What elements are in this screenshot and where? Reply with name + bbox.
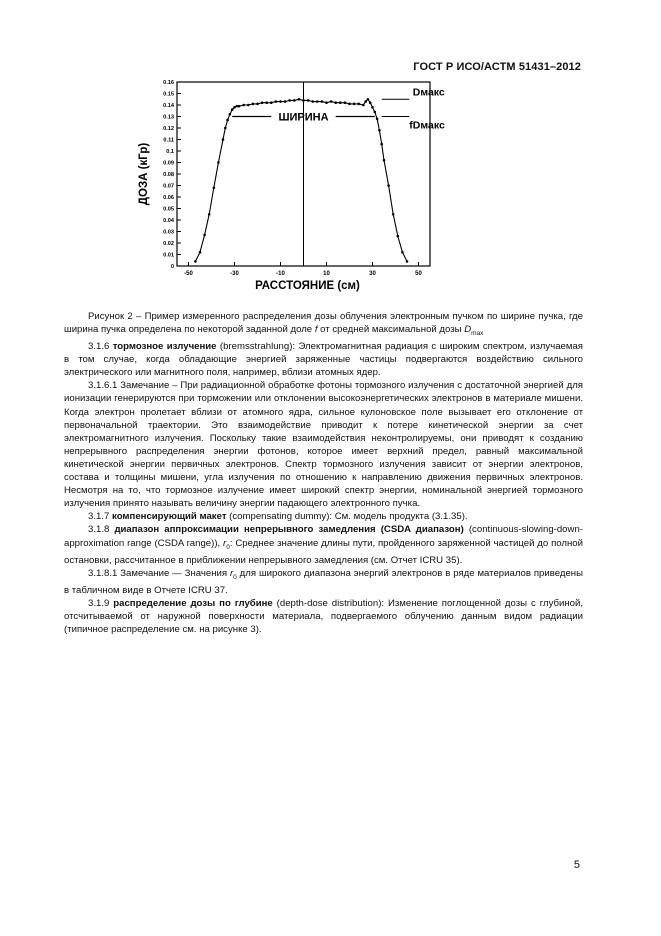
data-point	[217, 161, 220, 164]
x-axis-label: РАССТОЯНИЕ (см)	[255, 280, 360, 292]
data-point	[224, 127, 227, 130]
data-point	[275, 100, 278, 103]
figure-caption: Рисунок 2 – Пример измеренного распределения дозы облучения электронным пучком по ширине пучка, где ширина пучка определена по некоторой заданной доле f от средней максимальной дозы $D_{max}$	[64, 311, 583, 337]
y-tick-label: 0.03	[163, 229, 174, 236]
data-point	[279, 100, 282, 103]
y-tick-label: 0.14	[163, 103, 174, 109]
data-point	[392, 213, 395, 216]
data-point	[238, 105, 241, 108]
data-point	[378, 129, 381, 132]
body-text	[64, 310, 583, 636]
paragraph-3-1-8: 3.1.8 диапазон аппроксимации непрерывного замедления (CSDA диапазон) (continuous-slowing-down-approximation range (CSDA range)), $r_0$: Среднее значение длины пути, пройденного заряженной частицей до полной остановки, рассчитанное в приближении непрерывного замедления (см. Отчет ICRU 35).	[64, 524, 583, 566]
data-point	[284, 100, 287, 103]
data-point	[229, 113, 232, 116]
y-tick-label: 0.15	[163, 91, 174, 98]
data-point	[334, 101, 337, 104]
paragraph-3-1-9: 3.1.9 распределение дозы по глубине (depth-dose distribution): Изменение поглощенной дозы с глубиной, отсчитываемой от наружной поверхности материала, подвергаемого облучению данным видом радиации (типичное распределение см. на рисунке 3).	[64, 597, 583, 635]
data-point	[236, 105, 239, 108]
y-tick-label: 0.11	[163, 137, 174, 144]
data-point	[208, 213, 211, 216]
dose-distribution-figure	[120, 74, 500, 299]
data-point	[270, 101, 273, 104]
data-point	[298, 98, 301, 101]
data-point	[265, 101, 268, 104]
data-point	[387, 184, 390, 187]
data-point	[364, 100, 367, 103]
data-point	[321, 100, 324, 103]
data-point	[357, 103, 360, 106]
dmax-label: Dмакс	[412, 86, 445, 99]
x-tick-label: 50	[415, 271, 422, 277]
y-tick-label: 0.06	[163, 195, 174, 201]
data-point	[374, 111, 377, 114]
data-point	[288, 99, 291, 102]
fdmax-label: fDмакс	[409, 119, 445, 132]
y-tick-label: 0.05	[163, 206, 174, 213]
y-tick-label: 0.02	[163, 241, 174, 247]
x-tick-label: -50	[184, 271, 193, 277]
dose-chart	[120, 74, 500, 299]
y-tick-label: 0.08	[163, 172, 174, 178]
data-point	[348, 103, 351, 106]
x-tick-label: -30	[230, 271, 239, 277]
data-point	[316, 100, 319, 103]
y-axis-label: ДОЗА (кГр)	[138, 142, 150, 206]
data-point	[252, 103, 255, 106]
data-point	[293, 99, 296, 102]
data-point	[339, 101, 342, 104]
data-point	[302, 99, 305, 102]
data-point	[307, 99, 310, 102]
paragraph-3-1-6-1: 3.1.6.1 Замечание – При радиационной обработке фотоны тормозного излучения с достаточной энергией для ионизации генерируются при торможении или отклонении высокоэнергетических электронов в материале мишени. Когда электрон пролетает вблизи от атомного ядра, сильное кулоновское поле вызывает его отклонение от первоначальной траектории. Это взаимодействие приводит к потере кинетической энергии за счет электромагнитного излучения. Поскольку такие взаимодействия неконтролируемы, они приводят к созданию непрерывного распределения энергии фотонов, которое имеет верхний предел, равный максимальной кинетической энергии первичных электронов. Спектр тормозного излучения зависит от энергии электронов, состава и толщины мишени, угла излучения по отношению к направлению движения первичных электронов. Несмотря на то, что тормозное излучение имеет широкий спектр энергии, номинальной энергией тормозного излучения принято называть величину энергии падающего электронного пучка.	[64, 380, 583, 510]
chart-annotations	[232, 86, 445, 131]
y-tick-label: 0.01	[163, 252, 174, 259]
paragraph-3-1-6: 3.1.6 тормозное излучение (bremsstrahlung): Электромагнитная радиация с широким спектром, излучаемая в том случае, когда обладающие энергией заряженные частицы подвергаются воздействию сильного электрического или магнитного поля, например, вблизи атомных ядер.	[64, 341, 583, 379]
data-point	[203, 234, 206, 237]
data-point	[362, 104, 365, 107]
page-number: 5	[573, 859, 580, 871]
x-tick-label: 10	[323, 271, 330, 277]
document-header: ГОСТ Р ИСО/АСТМ 51431–2012	[413, 61, 581, 73]
data-point	[199, 251, 202, 254]
y-tick-label: 0.04	[163, 218, 174, 224]
paragraph-3-1-7: 3.1.7 компенсирующий макет (compensating dummy): См. модель продукта (3.1.35).	[88, 511, 468, 523]
y-tick-label: 0.12	[163, 126, 174, 132]
data-point	[233, 106, 236, 109]
data-point	[222, 138, 225, 141]
data-point	[380, 143, 383, 146]
data-point	[401, 251, 404, 254]
paragraph-3-1-8-1: 3.1.8.1 Замечание — Значения $r_0$ для широкого диапазона энергий электронов в ряде материалов приведены в табличном виде в Отчете ICRU 37.	[64, 567, 583, 596]
data-point	[369, 101, 372, 104]
data-point	[330, 100, 333, 103]
dose-line	[195, 99, 407, 261]
y-tick-label: 0.13	[163, 114, 174, 121]
data-point	[213, 187, 216, 190]
data-point	[231, 108, 234, 111]
y-tick-label: 0	[170, 264, 174, 270]
width-label: ШИРИНА	[278, 111, 329, 124]
data-point	[353, 103, 356, 106]
data-point	[397, 235, 400, 238]
y-tick-label: 0.07	[163, 183, 174, 190]
data-point	[371, 106, 374, 109]
data-point	[194, 260, 197, 263]
data-point	[325, 101, 328, 104]
data-point	[311, 100, 314, 103]
y-tick-label: 0.16	[163, 80, 174, 86]
data-point	[247, 104, 250, 107]
data-point	[383, 159, 386, 162]
data-point	[376, 118, 379, 121]
x-tick-label: -10	[276, 271, 285, 277]
data-point	[226, 119, 229, 122]
data-point	[256, 103, 259, 106]
y-tick-label: 0.1	[166, 149, 174, 155]
data-point	[344, 101, 347, 104]
data-point	[406, 260, 409, 263]
data-point	[367, 98, 370, 101]
y-tick-label: 0.09	[163, 160, 174, 167]
data-point	[261, 101, 264, 104]
x-tick-label: 30	[369, 271, 376, 277]
data-point	[242, 104, 245, 107]
